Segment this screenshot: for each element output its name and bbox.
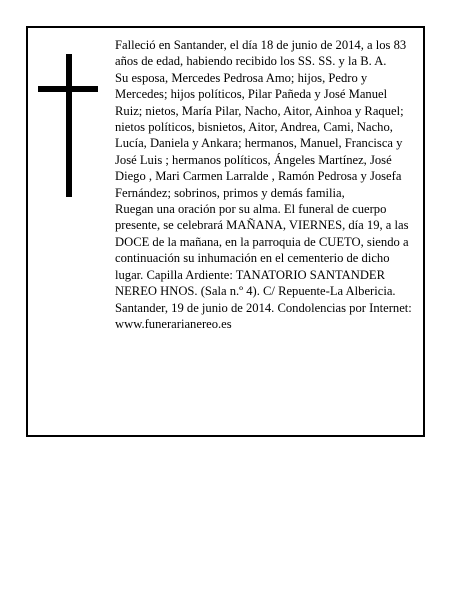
notice-text: [115, 37, 417, 332]
funeral-details: Ruegan una oración por su alma. El funeral de cuerpo presente, se celebrará MAÑANA, VIERNES, día 19, a las DOCE de la mañana, en la parroquia de CUETO, siendo a continuación su inhumación en el cementerio de dicho lugar. Capilla Ardiente: TANATORIO SANTANDER NEREO HNOS. (Sala n.º 4). C/ Repuente-La Albericia.: [115, 202, 409, 299]
obituary-notice: [26, 26, 425, 437]
date-and-condolences: Santander, 19 de junio de 2014. Condolencias por Internet: www.funerarianereo.es: [115, 300, 412, 331]
death-announcement: Falleció en Santander, el día 18 de junio de 2014, a los 83 años de edad, habiendo recibido los SS. SS. y la B. A.: [115, 38, 407, 69]
family-list: Su esposa, Mercedes Pedrosa Amo; hijos, Pedro y Mercedes; hijos políticos, Pilar Pañeda y José Manuel Ruiz; nietos, María Pilar, Nacho, Aitor, Ainhoa y Raquel; nietos políticos, bisnietos, Aitor, Andrea, Cami, Nacho, Lucía, Daniela y Ankara; hermanos, Manuel, Francisca y José Luis ; hermanos políticos, Ángeles Martínez, José Diego , Mari Carmen Larralde , Ramón Pedrosa y Josefa Fernández; sobrinos, primos y demás familia,: [115, 70, 404, 200]
cross-horizontal-bar: [38, 86, 98, 92]
cross-vertical-bar: [66, 54, 72, 197]
latin-cross-icon: [38, 54, 98, 197]
